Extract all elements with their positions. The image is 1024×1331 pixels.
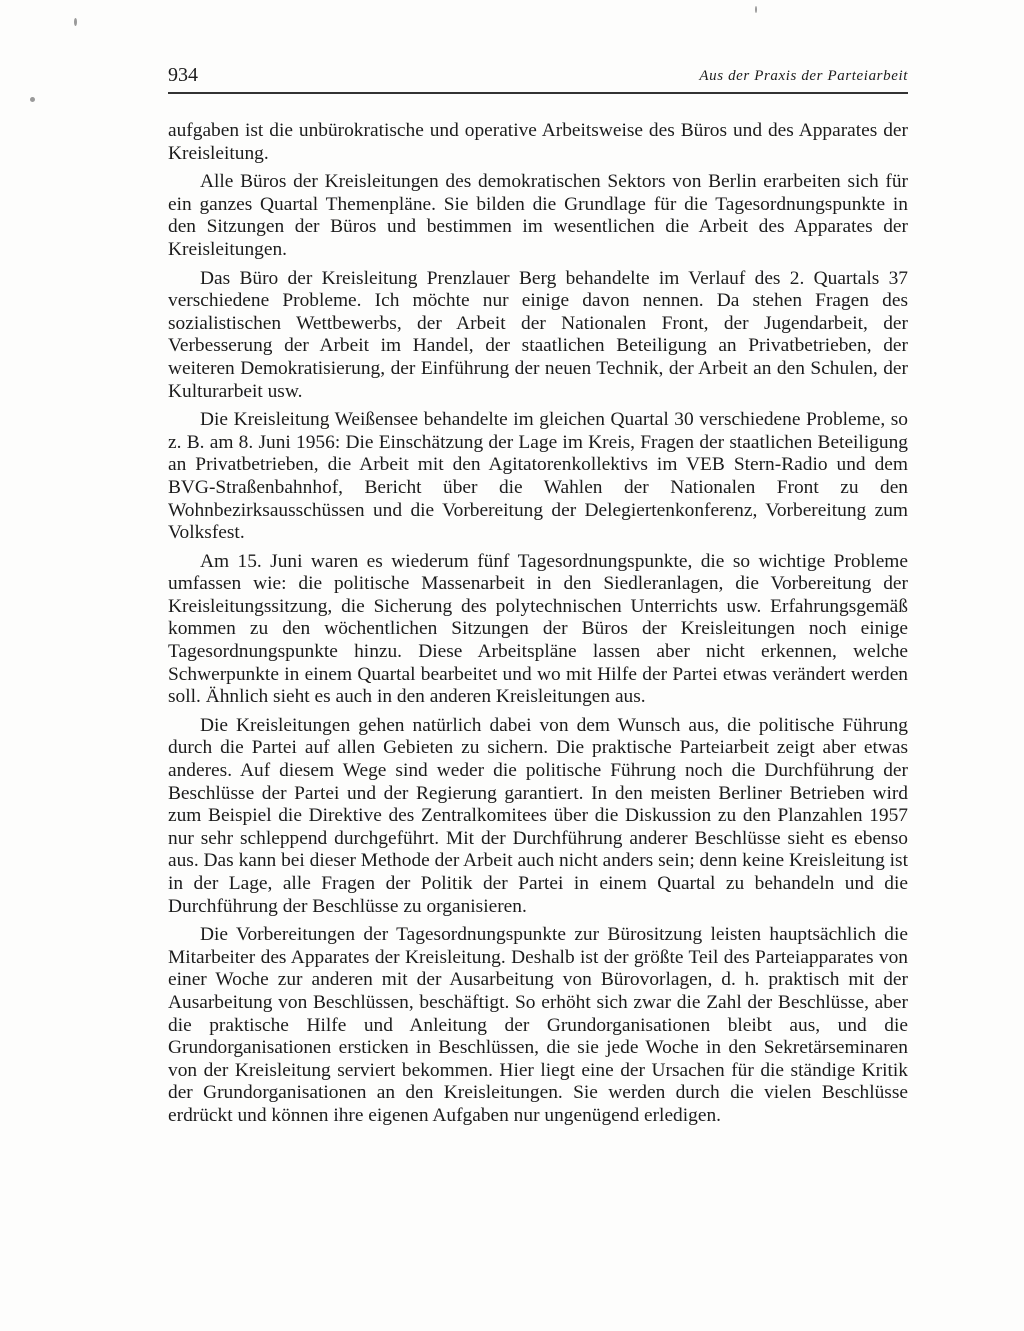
paragraph-1: aufgaben ist die unbürokratische und operative Arbeitsweise des Büros und des Apparates der Kreisleitung. — [168, 120, 908, 164]
article-body — [168, 120, 908, 1134]
paragraph-3: Das Büro der Kreisleitung Prenzlauer Berg behandelte im Verlauf des 2. Quartals 37 verschiedene Probleme. Ich möchte nur einige davon nennen. Da stehen Fragen des sozialistischen Wettbewerbs, der Arbeit der Nationalen Front, der Jugendarbeit, der Verbesserung der Arbeit im Handel, der staatlichen Beteiligung an Privatbetrieben, der weiteren Demokratisierung, der Einführung der neuen Technik, der Arbeit an den Schulen, der Kulturarbeit usw. — [168, 267, 908, 402]
page-number: 934 — [168, 64, 198, 86]
paragraph-6: Die Kreisleitungen gehen natürlich dabei von dem Wunsch aus, die politische Führung durch die Partei auf allen Gebieten zu sichern. Die praktische Parteiarbeit zeigt aber etwas anderes. Auf diesem Wege sind weder die politische Führung noch die Durchführung der Beschlüsse der Partei und der Regierung garantiert. In den meisten Berliner Betrieben wird zum Beispiel die Direktive des Zentralkomitees über die Diskussion zu den Planzahlen 1957 nur sehr schleppend durchgeführt. Mit der Durchführung anderer Beschlüsse sieht es ebenso aus. Das kann bei dieser Methode der Arbeit auch nicht anders sein; denn keine Kreisleitung ist in der Lage, alle Fragen der Politik der Partei in einem Quartal zu behandeln und die Durchführung der Beschlüsse zu organisieren. — [168, 714, 908, 917]
page-header — [168, 62, 908, 94]
paragraph-4: Die Kreisleitung Weißensee behandelte im gleichen Quartal 30 verschiedene Probleme, so z. B. am 8. Juni 1956: Die Einschätzung der Lage im Kreis, Fragen der staatlichen Beteiligung an Privatbetrieben, die Arbeit mit den Agitatorenkollektivs im VEB Stern-Radio und dem BVG-Straßenbahnhof, Bericht über die Wahlen der Nationalen Front zu den Wohnbezirksausschüssen und die Vorbereitung der Delegiertenkonferenz, Vorbereitung zum Volksfest. — [168, 409, 908, 544]
paper-speck — [755, 6, 757, 13]
paper-speck — [74, 18, 77, 26]
paper-speck — [30, 97, 35, 102]
running-title: Aus der Praxis der Parteiarbeit — [699, 68, 908, 84]
paragraph-7: Die Vorbereitungen der Tagesordnungspunkte zur Bürositzung leisten hauptsächlich die Mitarbeiter des Apparates der Kreisleitung. Deshalb ist der größte Teil des Parteiapparates von einer Woche zur anderen mit der Ausarbeitung von Bürovorlagen, d. h. praktisch mit der Ausarbeitung von Beschlüssen, beschäftigt. So erhöht sich zwar die Zahl der Beschlüsse, aber die praktische Hilfe und Anleitung der Grundorganisationen bleibt aus, und die Grundorganisationen ersticken in Beschlüssen, die sie jede Woche in den Sekretärseminaren von der Kreisleitung serviert bekommen. Hier liegt eine der Ursachen für die ständige Kritik der Grundorganisationen an den Kreisleitungen. Sie werden durch die vielen Beschlüsse erdrückt und können ihre eigenen Aufgaben nur ungenügend erledigen. — [168, 924, 908, 1126]
paragraph-2: Alle Büros der Kreisleitungen des demokratischen Sektors von Berlin erarbeiten sich für ein ganzes Quartal Themenpläne. Sie bilden die Grundlage für die Tagesordnungspunkte in den Sitzungen der Büros und bestimmen im wesentlichen die Arbeit des Apparates der Kreisleitungen. — [168, 171, 908, 260]
paragraph-5: Am 15. Juni waren es wiederum fünf Tagesordnungspunkte, die so wichtige Probleme umfassen wie: die politische Massenarbeit in den Siedleranlagen, die Vorbereitung der Kreisleitungssitzung, die Sicherung des polytechnischen Unterrichts usw. Erfahrungsgemäß kommen zu den wöchentlichen Sitzungen der Büros der Kreisleitungen noch einige Tagesordnungspunkte hinzu. Diese Arbeitspläne lassen aber nicht erkennen, welche Schwerpunkte in einem Quartal bearbeitet und wo mit Hilfe der Partei etwas verändert werden soll. Ähnlich sieht es auch in den anderen Kreisleitungen aus. — [168, 550, 908, 708]
